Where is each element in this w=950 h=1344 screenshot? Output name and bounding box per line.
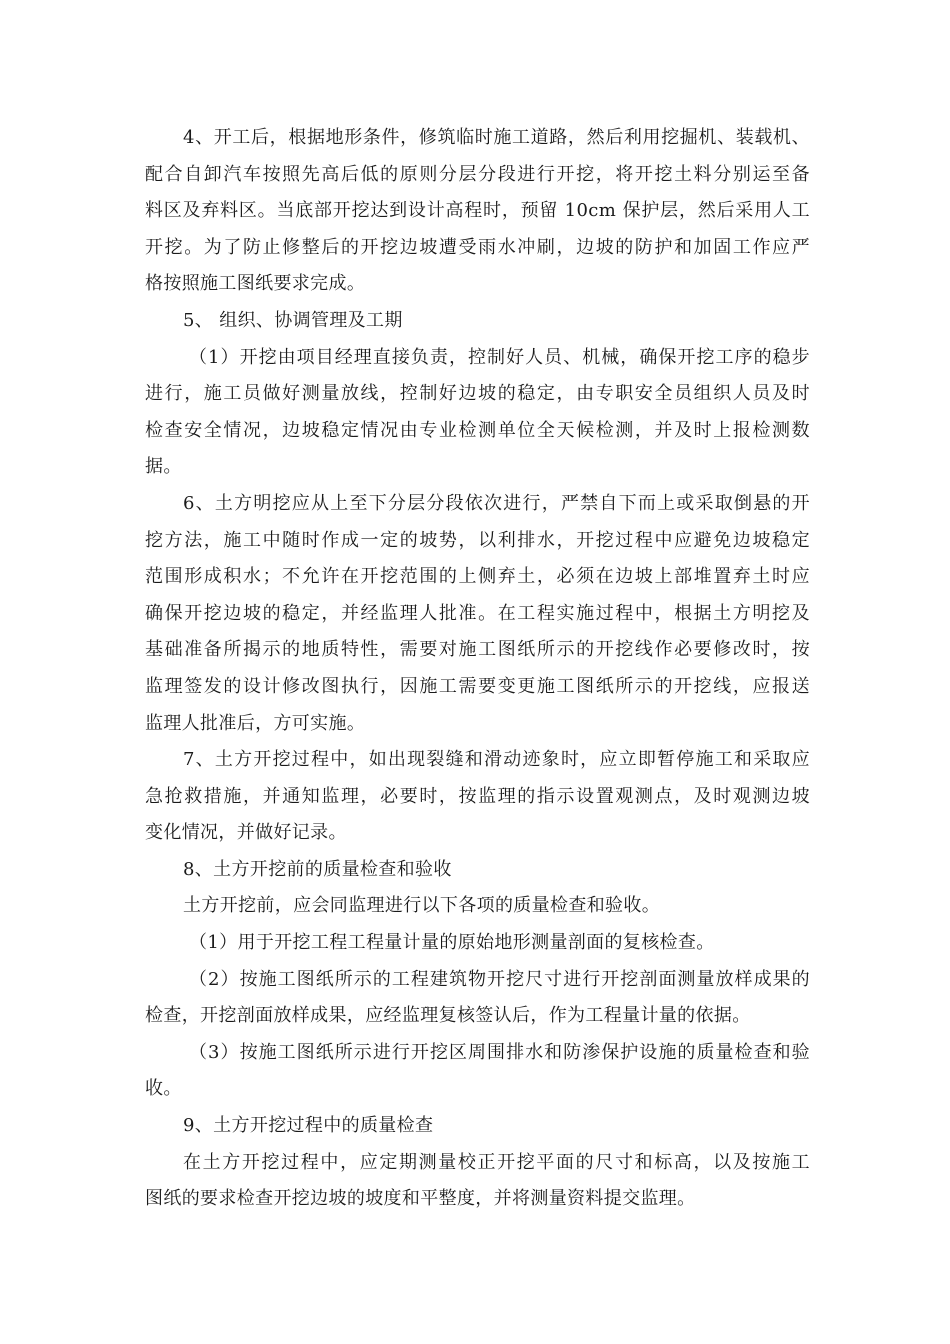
paragraph-line: 格按照施工图纸要求完成。 bbox=[145, 273, 366, 295]
paragraph-line: 在土方开挖过程中，应定期测量校正开挖平面的尺寸和标高，以及按施工 bbox=[183, 1151, 810, 1173]
paragraph-line: 配合自卸汽车按照先高后低的原则分层分段进行开挖，将开挖土料分别运至备 bbox=[145, 163, 810, 185]
section-heading: 8、土方开挖前的质量检查和验收 bbox=[183, 858, 452, 880]
paragraph-line: 开挖。为了防止修整后的开挖边坡遭受雨水冲刷，边坡的防护和加固工作应严 bbox=[145, 236, 810, 258]
paragraph-line: 7、土方开挖过程中，如出现裂缝和滑动迹象时，应立即暂停施工和采取应 bbox=[183, 749, 810, 771]
paragraph-line: 急抢救措施，并通知监理，必要时，按监理的指示设置观测点，及时观测边坡 bbox=[145, 785, 810, 807]
paragraph-line: 监理人批准后，方可实施。 bbox=[145, 712, 366, 734]
paragraph-line: 范围形成积水；不允许在开挖范围的上侧弃土，必须在边坡上部堆置弃土时应 bbox=[145, 566, 810, 588]
paragraph-line: 4、开工后，根据地形条件，修筑临时施工道路，然后利用挖掘机、装载机、 bbox=[183, 127, 810, 148]
paragraph-line: 基础准备所揭示的地质特性，需要对施工图纸所示的开挖线作必要修改时，按 bbox=[145, 639, 810, 661]
paragraph-line: 据。 bbox=[145, 456, 182, 478]
paragraph-line: 检查，开挖剖面放样成果，应经监理复核签认后，作为工程量计量的依据。 bbox=[145, 1005, 751, 1027]
section-heading: 9、土方开挖过程中的质量检查 bbox=[183, 1115, 434, 1137]
paragraph-line: 收。 bbox=[145, 1078, 182, 1100]
paragraph-line: （2）按施工图纸所示的工程建筑物开挖尺寸进行开挖剖面测量放样成果的 bbox=[189, 968, 810, 990]
paragraph-line: 挖方法，施工中随时作成一定的坡势，以利排水，开挖过程中应避免边坡稳定 bbox=[145, 529, 810, 551]
paragraph-line: （3）按施工图纸所示进行开挖区周围排水和防渗保护设施的质量检查和验 bbox=[189, 1041, 810, 1063]
paragraph-line: 料区及弃料区。当底部开挖达到设计高程时，预留 10cm 保护层，然后采用人工 bbox=[145, 200, 810, 222]
paragraph-line: 确保开挖边坡的稳定，并经监理人批准。在工程实施过程中，根据土方明挖及 bbox=[145, 602, 810, 624]
paragraph-line: 6、土方明挖应从上至下分层分段依次进行，严禁自下而上或采取倒悬的开 bbox=[183, 492, 810, 514]
paragraph-line: 变化情况，并做好记录。 bbox=[145, 822, 347, 844]
paragraph-line: 图纸的要求检查开挖边坡的坡度和平整度，并将测量资料提交监理。 bbox=[145, 1188, 696, 1210]
paragraph-line: （1）开挖由项目经理直接负责，控制好人员、机械，确保开挖工序的稳步 bbox=[189, 346, 810, 368]
paragraph-line: 进行，施工员做好测量放线，控制好边坡的稳定，由专职安全员组织人员及时 bbox=[145, 383, 810, 405]
paragraph-line: 监理签发的设计修改图执行，因施工需要变更施工图纸所示的开挖线，应报送 bbox=[145, 675, 810, 697]
paragraph-line: （1）用于开挖工程工程量计量的原始地形测量剖面的复核检查。 bbox=[189, 932, 715, 954]
document-body bbox=[145, 120, 810, 1218]
section-heading: 5、 组织、协调管理及工期 bbox=[183, 309, 403, 331]
paragraph-line: 土方开挖前，应会同监理进行以下各项的质量检查和验收。 bbox=[183, 895, 661, 917]
paragraph-line: 检查安全情况，边坡稳定情况由专业检测单位全天候检测，并及时上报检测数 bbox=[145, 419, 810, 441]
